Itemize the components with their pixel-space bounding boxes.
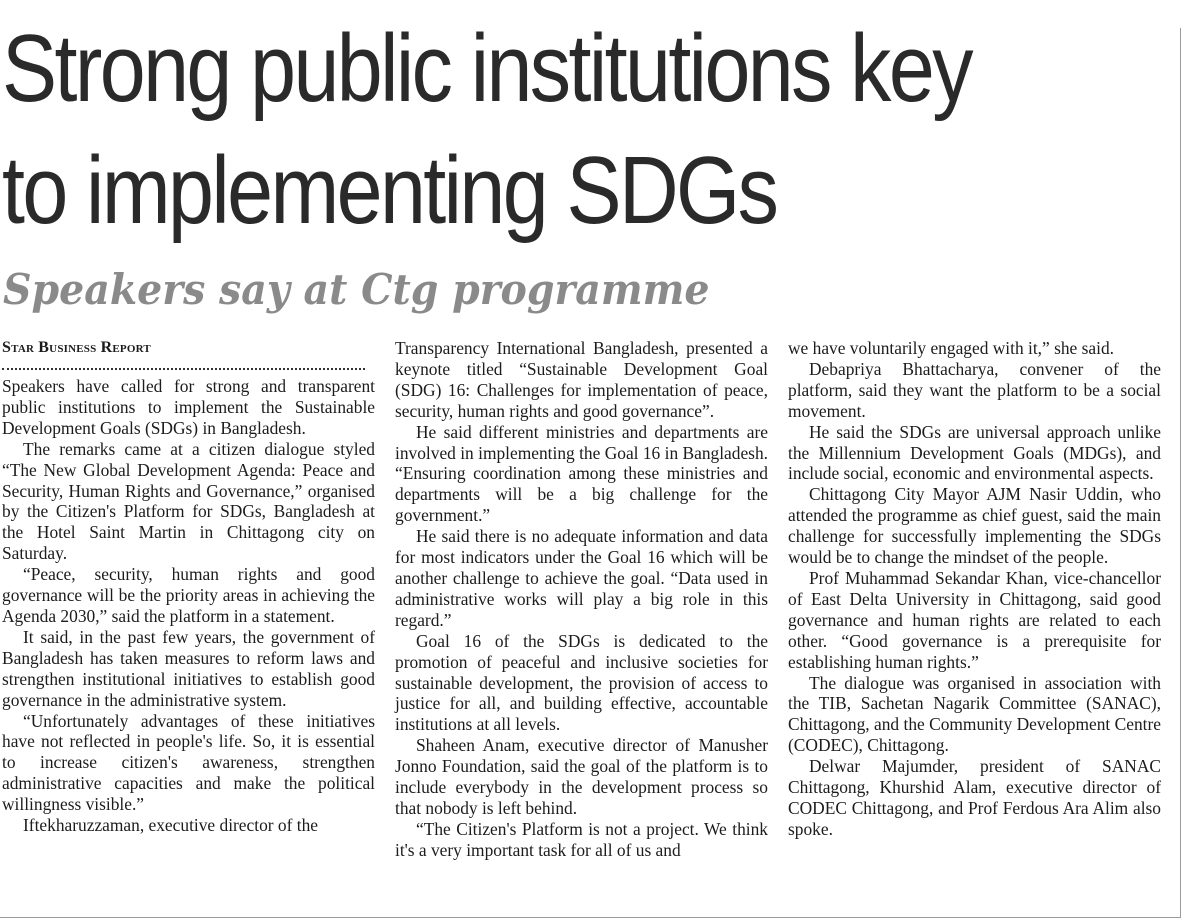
byline: Star Business Report <box>2 339 151 356</box>
article-column-3 <box>788 338 1161 840</box>
paragraph: “Unfortunately advantages of these initiatives have not reflected in people's life. So, it is essential to increase citizen's awareness, strengthen administrative capacities and make the political willingness visible.” <box>2 710 375 815</box>
byline-dotted-rule <box>2 350 365 370</box>
paragraph: we have voluntarily engaged with it,” she said. <box>788 338 1114 358</box>
article-column-1 <box>2 338 375 836</box>
headline-line-1: Strong public institutions key <box>2 15 971 122</box>
paragraph: The remarks came at a citizen dialogue styled “The New Global Development Agenda: Peace and Security, Human Rights and Governance,” organised by the Citizen's Platform for SDGs, Bangladesh at the Hotel Saint Martin in Chittagong city on Saturday. <box>2 438 375 564</box>
paragraph: Iftekharuzzaman, executive director of the <box>23 815 318 836</box>
paragraph: Delwar Majumder, president of SANAC Chittagong, Khurshid Alam, executive director of CODEC Chittagong, and Prof Ferdous Ara Alim also spoke. <box>788 756 1161 839</box>
headline-line-2: to implementing SDGs <box>2 137 777 244</box>
paragraph: Chittagong City Mayor AJM Nasir Uddin, who attended the programme as chief guest, said the main challenge for successfully implementing the SDGs would be to change the mindset of the people. <box>788 484 1161 568</box>
paragraph: He said the SDGs are universal approach unlike the Millennium Development Goals (MDGs), and include social, economic and environmental aspects. <box>788 421 1161 484</box>
headline <box>2 8 1000 252</box>
subheadline: Speakers say at Ctg programme <box>3 265 710 314</box>
right-border-rule <box>1180 28 1181 918</box>
paragraph: He said different ministries and departments are involved in implementing the Goal 16 in Bangladesh. “Ensuring coordination among these ministries and departments will be a big challenge for the government.” <box>395 421 768 526</box>
paragraph: Shaheen Anam, executive director of Manusher Jonno Foundation, said the goal of the platform is to include everybody in the development process so that nobody is left behind. <box>395 735 768 818</box>
paragraph: Goal 16 of the SDGs is dedicated to the promotion of peaceful and inclusive societies for sustainable development, the provision of access to justice for all, and building effective, accountable institutions at all levels. <box>395 630 768 735</box>
paragraph: “The Citizen's Platform is not a project. We think it's a very important task for all of us and <box>395 818 768 860</box>
paragraph: “Peace, security, human rights and good governance will be the priority areas in achieving the Agenda 2030,” said the platform in a statement. <box>2 564 375 626</box>
paragraph: Prof Muhammad Sekandar Khan, vice-chancellor of East Delta University in Chittagong, said good governance and human rights are related to each other. “Good governance is a prerequisite for establishing human rights.” <box>788 567 1161 672</box>
paragraph: Debapriya Bhattacharya, convener of the platform, said they want the platform to be a social movement. <box>788 358 1161 421</box>
bottom-border-rule <box>0 917 1180 918</box>
paragraph: He said there is no adequate information and data for most indicators under the Goal 16 which will be another challenge to achieve the goal. “Data used in administrative works will play a big role in this regard.” <box>395 526 768 630</box>
paragraph: The dialogue was organised in association with the TIB, Sachetan Nagarik Committee (SANAC), Chittagong, and the Community Development Centre (CODEC), Chittagong. <box>788 672 1161 756</box>
paragraph: It said, in the past few years, the government of Bangladesh has taken measures to reform laws and strengthen institutional initiatives to establish good governance in the administrative system. <box>2 626 375 710</box>
paragraph: Speakers have called for strong and transparent public institutions to implement the Sustainable Development Goals (SDGs) in Bangladesh. <box>2 376 375 438</box>
paragraph: Transparency International Bangladesh, presented a keynote titled “Sustainable Development Goal (SDG) 16: Challenges for implementation of peace, security, human rights and good governance”. <box>395 338 768 421</box>
article-column-2 <box>395 338 768 861</box>
